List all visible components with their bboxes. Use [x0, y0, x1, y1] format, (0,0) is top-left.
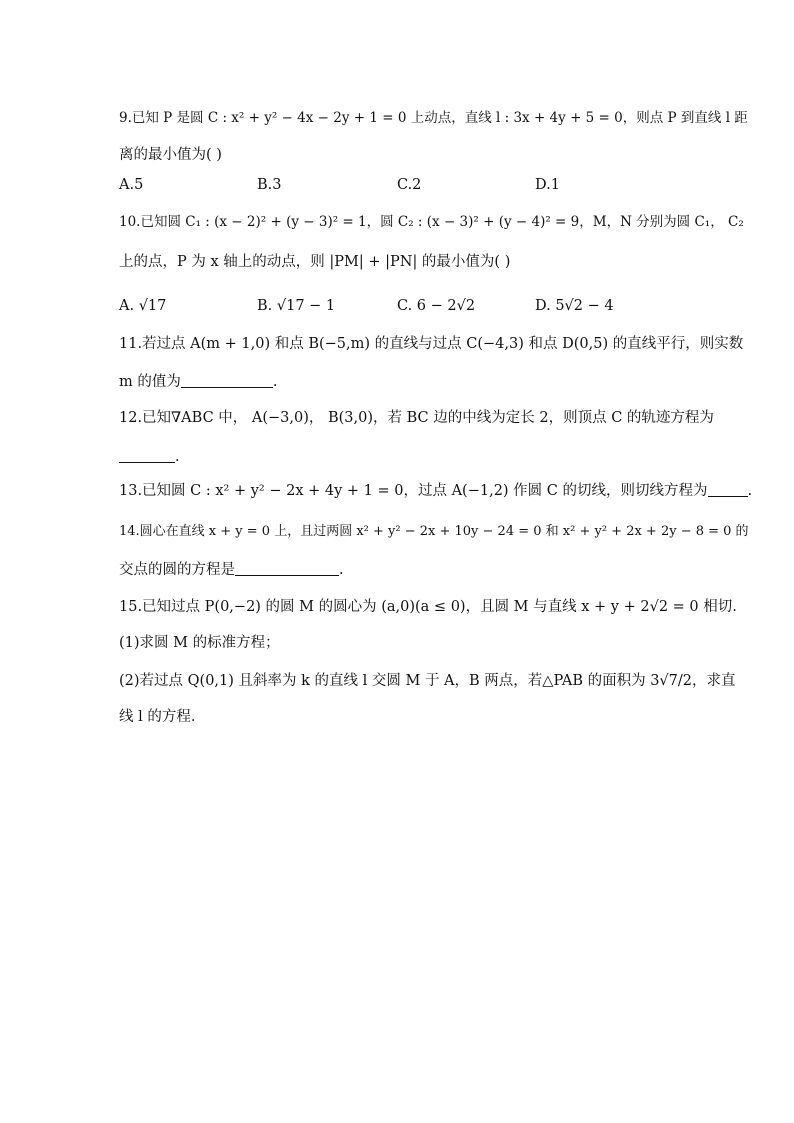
answer-blank-q12 — [119, 448, 175, 463]
q14-line2-text: 交点的圆的方程是 — [119, 562, 235, 578]
q10-option-d: D. 5√2 − 4 — [535, 298, 614, 314]
q14-line1: 14.圆心在直线 x + y = 0 上，且过两圆 x² + y² − 2x + 10y − 24 = 0 和 x² + y² + 2x + 2y − 8 = 0 的 — [119, 524, 749, 539]
q12-line1: 12.已知∇ABC 中， A(−3,0)， B(3,0)，若 BC 边的中线为定长 2，则顶点 C 的轨迹方程为 — [119, 410, 714, 426]
q9-option-d: D.1 — [535, 177, 560, 193]
q12-line2-end: . — [175, 449, 180, 465]
q9-line2: 离的最小值为( ) — [119, 147, 222, 163]
q10-option-a: A. √17 — [119, 298, 167, 314]
q10-line2: 上的点，P 为 x 轴上的动点，则 |PM| + |PN| 的最小值为( ) — [119, 254, 511, 270]
q14-line2-end: . — [339, 562, 344, 578]
q15-line1: 15.已知过点 P(0,−2) 的圆 M 的圆心为 (a,0)(a ≤ 0)，且圆 M 与直线 x + y + 2√2 = 0 相切. — [119, 599, 737, 615]
q11-line2-text: m 的值为 — [119, 374, 181, 390]
answer-blank-q14 — [235, 561, 339, 576]
answer-blank-q11 — [181, 373, 273, 388]
q9-line1: 9.已知 P 是圆 C : x² + y² − 4x − 2y + 1 = 0 上动点，直线 l : 3x + 4y + 5 = 0，则点 P 到直线 l 距 — [119, 110, 748, 126]
q12-line2 — [119, 447, 180, 467]
q15-part2: (2)若过点 Q(0,1) 且斜率为 k 的直线 l 交圆 M 于 A，B 两点，若△PAB 的面积为 3√7/2，求直 — [119, 673, 736, 689]
q10-option-b: B. √17 − 1 — [257, 298, 336, 314]
q10-line1: 10.已知圆 C₁ : (x − 2)² + (y − 3)² = 1，圆 C₂ : (x − 3)² + (y − 4)² = 9，M，N 分别为圆 C₁， C₂ — [119, 214, 744, 230]
q15-part1: (1)求圆 M 的标准方程； — [119, 635, 280, 651]
q13-line1-text: 13.已知圆 C : x² + y² − 2x + 4y + 1 = 0，过点 A(−1,2) 作圆 C 的切线，则切线方程为 — [119, 483, 708, 499]
q9-option-b: B.3 — [257, 177, 282, 193]
q11-line2 — [119, 372, 277, 392]
q9-options — [119, 175, 679, 195]
q14-line2 — [119, 560, 344, 580]
q11-line1: 11.若过点 A(m + 1,0) 和点 B(−5,m) 的直线与过点 C(−4,3) 和点 D(0,5) 的直线平行，则实数 — [119, 336, 744, 352]
q9-option-c: C.2 — [397, 177, 422, 193]
q10-option-c: C. 6 − 2√2 — [397, 298, 476, 314]
q11-line2-end: . — [272, 374, 278, 390]
answer-blank-q13 — [708, 482, 748, 497]
q13-line1-end: . — [747, 483, 753, 499]
q10-options — [119, 296, 679, 316]
q15-part2-cont: 线 l 的方程. — [119, 709, 196, 725]
q9-option-a: A.5 — [119, 177, 144, 193]
q13-line1 — [119, 481, 752, 501]
